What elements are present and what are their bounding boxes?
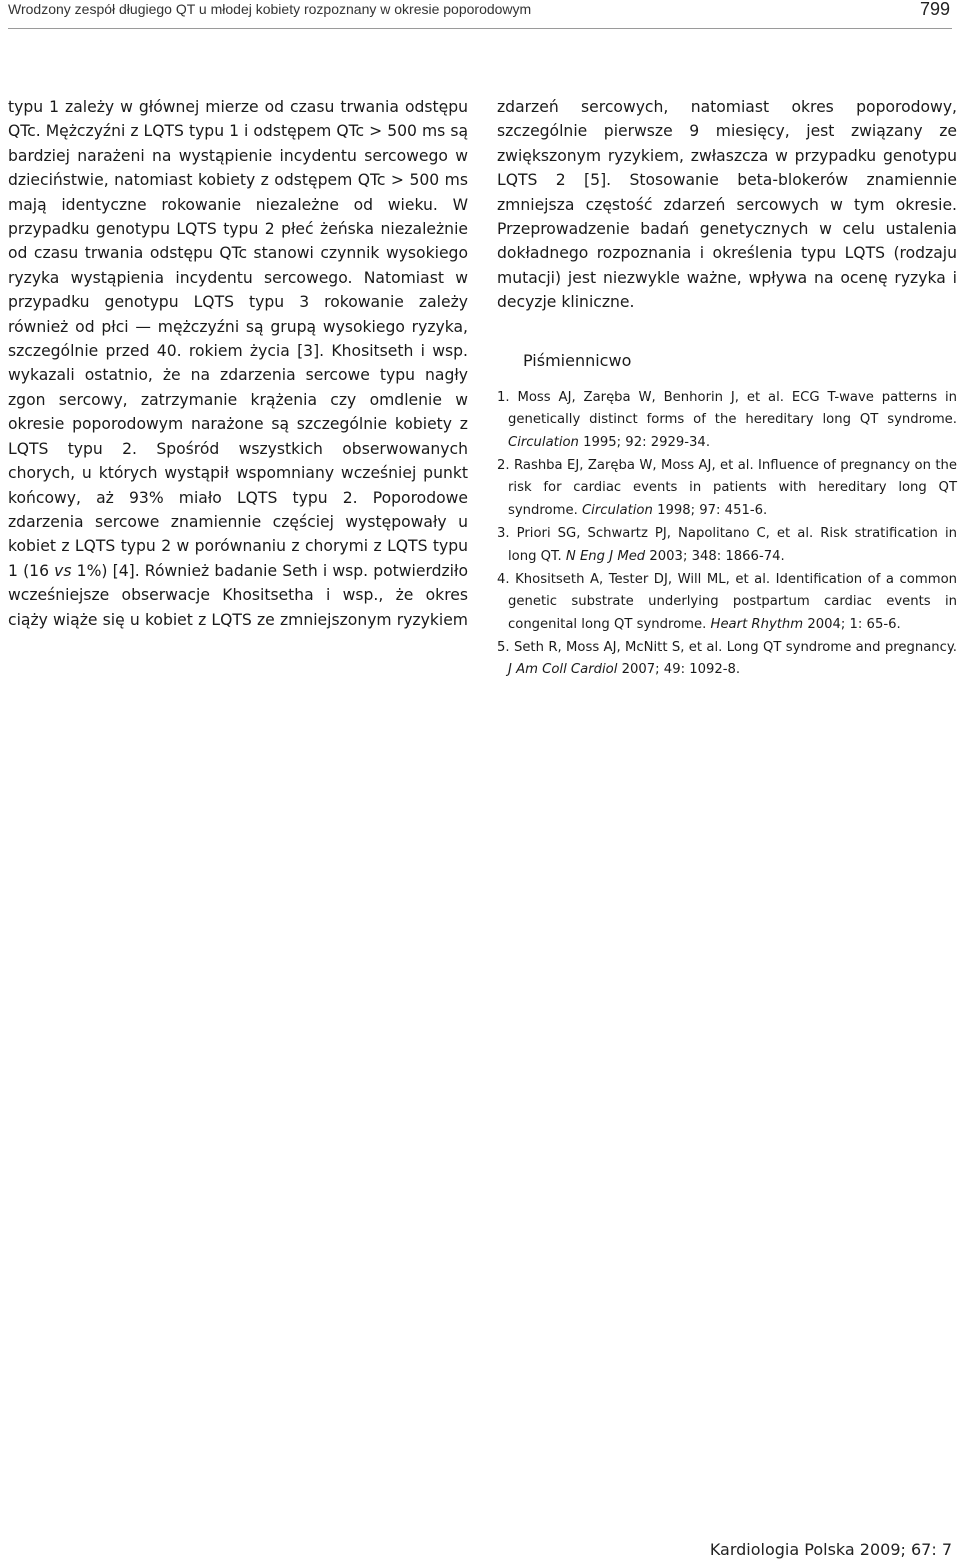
running-title: Wrodzony zespół długiego QT u młodej kobiety rozpoznany w okresie poporodowym: [8, 1, 532, 17]
emphasis-vs: vs: [54, 561, 72, 580]
references-heading: Piśmiennicwo: [523, 350, 632, 370]
journal-footer: Kardiologia Polska 2009; 67: 7: [709, 1540, 952, 1559]
reference-item: 3. Priori SG, Schwartz PJ, Napolitano C, et al. Risk stratification in long QT. N Eng J Med 2003; 348: 1866-74.: [497, 526, 957, 564]
left-column: [8, 95, 468, 632]
reference-item: 5. Seth R, Moss AJ, McNitt S, et al. Long QT syndrome and pregnancy. J Am Coll Cardiol 2007; 49: 1092-8.: [497, 639, 957, 678]
right-column: [497, 95, 957, 682]
body-paragraph-right: zdarzeń sercowych, natomiast okres poporodowy, szczególnie pierwsze 9 miesięcy, jest związany ze zwiększonym ryzykiem, zwłaszcza w przypadku genotypu LQTS 2 [5]. Stosowanie beta-blokerów znamiennie zmniejsza częstość zdarzeń sercowych w tym okresie. Przeprowadzenie badań genetycznych w celu ustalenia dokładnego rozpoznania i określenia typu LQTS (rodzaju mutacji) jest niezwykle ważne, wpływa na ocenę ryzyka i decyzje kliniczne.: [497, 98, 957, 312]
references-list: [497, 387, 957, 681]
running-header: [8, 0, 952, 29]
body-paragraph-left: typu 1 zależy w głównej mierze od czasu trwania odstępu QTc. Mężczyźni z LQTS typu 1 i odstępem QTc > 500 ms są bardziej narażeni na wystąpienie incydentu sercowego w dzieciństwie, natomiast kobiety z odstępem QTc > 500 ms mają identyczne rokowanie niezależne od wieku. W przypadku genotypu LQTS typu 2 płeć żeńska niezależnie od czasu trwania odstępu QTc stanowi czynnik wysokiego ryzyka wystąpienia incydentu sercowego. Natomiast w przypadku genotypu LQTS typu 3 rokowanie zależy również od płci — mężczyźni są grupą wysokiego ryzyka, szczególnie przed 40. rokiem życia [3]. Khositseth i wsp. wykazali ostatnio, że na zdarzenia sercowe typu nagły zgon sercowy, zatrzymanie krążenia czy omdlenie w okresie poporodowym narażone są szczególnie kobiety z LQTS typu 2. Spośród wszystkich obserwowanych chorych, u których wystąpił wspomniany wcześniej punkt końcowy, aż 93% miało LQTS typu 2. Poporodowe zdarzenia sercowe znamiennie częściej występowały u kobiet z LQTS typu 2 w porównaniu z chorymi z LQTS typu 1 (16 vs 1%) [4]. Również badanie Seth i wsp. potwierdziło wcześniejsze obserwacje Khositsetha i wsp., że okres ciąży wiąże się u kobiet z LQTS ze zmniejszonym ryzykiem: [8, 98, 468, 629]
reference-item: 4. Khositseth A, Tester DJ, Will ML, et al. Identification of a common genetic substrate underlying postpartum cardiac events in congenital long QT syndrome. Heart Rhythm 2004; 1: 65-6.: [497, 571, 957, 632]
page-number: 799: [919, 0, 950, 19]
reference-item: 2. Rashba EJ, Zaręba W, Moss AJ, et al. Influence of pregnancy on the risk for cardiac events in patients with hereditary long QT syndrome. Circulation 1998; 97: 451-6.: [497, 458, 957, 518]
reference-item: 1. Moss AJ, Zaręba W, Benhorin J, et al. ECG T-wave patterns in genetically distinct forms of the hereditary long QT syndrome. Circulation 1995; 92: 2929-34.: [497, 390, 957, 450]
